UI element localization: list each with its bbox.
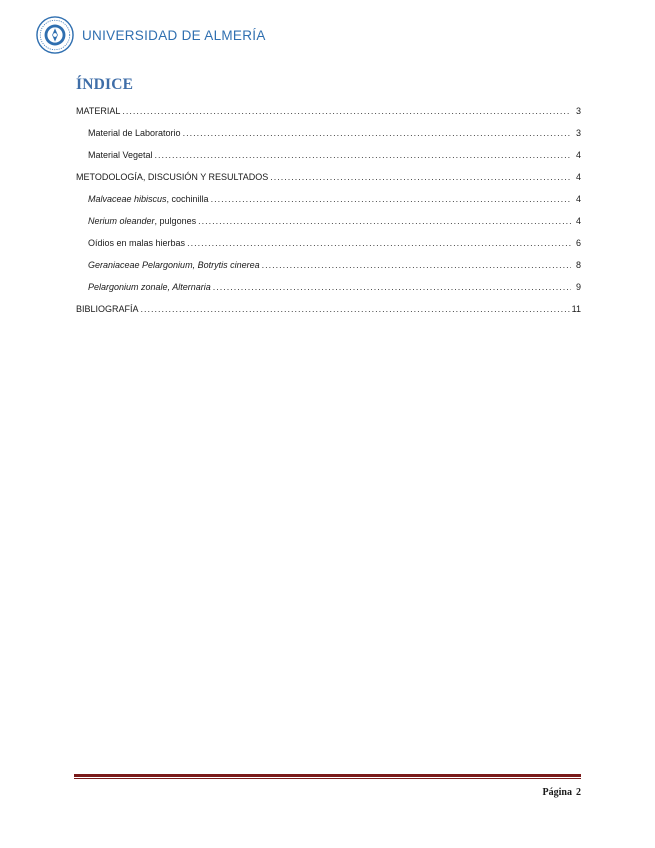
toc-entry-label — [88, 127, 181, 139]
toc-dot-leader — [183, 127, 571, 139]
page-header — [36, 14, 266, 56]
footer-rule-thin — [74, 778, 581, 779]
page-title: ÍNDICE — [76, 76, 134, 93]
toc-entry[interactable] — [76, 271, 581, 293]
page-number-value: 2 — [576, 787, 581, 798]
toc-entry-page: 9 — [575, 282, 581, 292]
toc-entry-page: 3 — [575, 106, 581, 116]
toc-entry-label — [88, 259, 260, 271]
toc-dot-leader — [187, 237, 571, 249]
toc-entry-suffix-text: , pulgones — [154, 216, 197, 226]
university-name: UNIVERSIDAD DE ALMERÍA — [82, 27, 266, 43]
toc-entry-text: BIBLIOGRAFÍA — [76, 304, 139, 314]
toc-entry-text: METODOLOGÍA, DISCUSIÓN Y RESULTADOS — [76, 172, 269, 182]
toc-dot-leader — [155, 149, 571, 161]
toc-entry-text: Material Vegetal — [88, 150, 153, 160]
toc-dot-leader — [262, 259, 571, 271]
page-number — [543, 787, 581, 798]
toc-entry-page: 4 — [575, 194, 581, 204]
toc-entry[interactable] — [76, 139, 581, 161]
toc-entry[interactable] — [76, 249, 581, 271]
toc-entry-label — [88, 237, 185, 249]
toc-entry[interactable] — [76, 205, 581, 227]
toc-dot-leader — [270, 171, 571, 183]
toc-entry-label — [76, 303, 139, 315]
toc-entry-italic-text: Nerium oleander — [88, 216, 155, 226]
toc-entry-label — [76, 105, 120, 117]
toc-entry-text: Oídios en malas hierbas — [88, 238, 186, 248]
toc-entry-page: 6 — [575, 238, 581, 248]
toc-entry[interactable] — [76, 293, 581, 315]
toc-entry[interactable] — [76, 183, 581, 205]
toc-entry-label — [76, 171, 268, 183]
toc-entry-label — [88, 281, 211, 293]
toc-entry-page: 8 — [575, 260, 581, 270]
toc-entry-label — [88, 149, 153, 161]
toc-entry-italic-text: Geraniaceae Pelargonium, Botrytis cinerea — [88, 260, 260, 270]
page-word: Página — [542, 787, 572, 798]
toc-dot-leader — [141, 303, 570, 315]
toc-entry-text: Material de Laboratorio — [88, 128, 181, 138]
toc-entry-page: 11 — [571, 304, 581, 314]
toc-dot-leader — [122, 105, 571, 117]
toc-entry[interactable] — [76, 161, 581, 183]
toc-entry-suffix-text: , cochinilla — [166, 194, 209, 204]
university-seal-icon — [36, 16, 74, 54]
toc-dot-leader — [211, 193, 571, 205]
toc-dot-leader — [198, 215, 571, 227]
toc-entry-italic-text: Malvaceae hibiscus — [88, 194, 167, 204]
toc-entry[interactable] — [76, 227, 581, 249]
toc-entry[interactable] — [76, 117, 581, 139]
toc-entry-label — [88, 193, 209, 205]
toc-dot-leader — [213, 281, 571, 293]
toc-entry-text: MATERIAL — [76, 106, 121, 116]
toc-entry-label — [88, 215, 196, 227]
toc-entry-italic-text: Pelargonium zonale, Alternaria — [88, 282, 211, 292]
toc-entry-page: 4 — [575, 150, 581, 160]
toc-entry-page: 4 — [575, 172, 581, 182]
toc-entry-page: 4 — [575, 216, 581, 226]
toc-entry-page: 3 — [575, 128, 581, 138]
toc-entry[interactable] — [76, 95, 581, 117]
footer-rule — [74, 774, 581, 777]
table-of-contents — [76, 95, 581, 315]
